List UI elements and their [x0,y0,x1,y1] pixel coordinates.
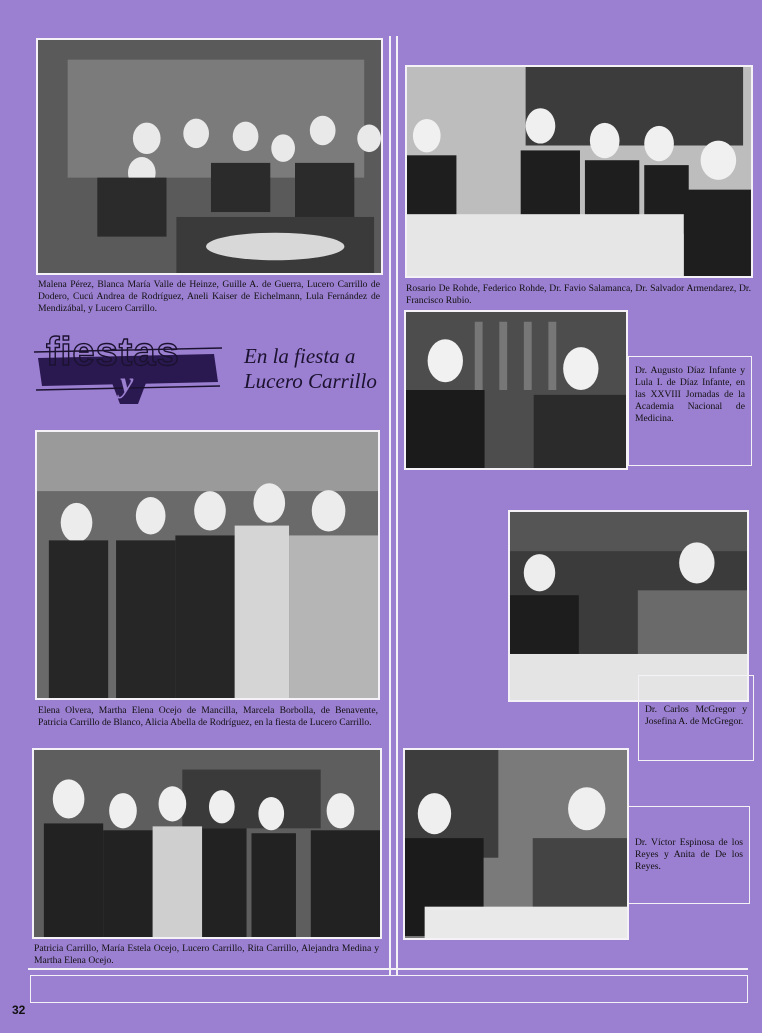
logo-letter-y: y [120,366,134,399]
page-number: 32 [12,1003,26,1017]
divider-vertical-left [389,36,391,976]
photo-standing-women-art [37,432,378,698]
fiestas-logo [34,328,224,406]
photo-carrillo-group-standing [32,748,382,939]
logo-word-fiestas: fiestas [46,330,180,374]
caption-photo-4: Elena Olvera, Martha Elena Ocejo de Mancilla, Marcela Borbolla, de Benavente, Patricia Carrillo de Blanco, Alicia Abella de Rodríguez, en la fiesta de Lucero Carrillo. [38,705,378,728]
caption-photo-2: Rosario De Rohde, Federico Rohde, Dr. Favio Salamanca, Dr. Salvador Armendarez, Dr. Francisco Rubio. [406,283,751,306]
photo-couple-de-los-reyes [403,748,629,940]
photo-couple-diaz-infante [404,310,628,470]
photo-couple-mcgregor-art [510,512,747,700]
caption-photo-1: Malena Pérez, Blanca María Valle de Heinze, Guille A. de Guerra, Lucero Carrillo de Dodero, Cucú Andrea de Rodríguez, Aneli Kaiser de Eichelmann, Lula Fernández de Mendizábal, y Lucero Carrillo. [38,279,380,314]
caption-box-photo-3 [628,356,752,466]
photo-standing-women [35,430,380,700]
photo-couple-de-los-reyes-art [405,750,627,938]
photo-carrillo-group-standing-art [34,750,380,937]
headline-line-2: Lucero Carrillo [244,369,377,393]
photo-group-seated-women-art [38,40,381,273]
headline-line-1: En la fiesta a [244,344,356,368]
bottom-frame [30,975,748,1003]
photo-couple-mcgregor [508,510,749,702]
caption-box-photo-5 [638,675,754,761]
photo-men-at-dinner-table [405,65,753,278]
divider-horizontal-bottom [28,968,748,970]
section-headline [244,344,394,394]
divider-vertical-right [396,36,398,976]
caption-photo-7: Dr. Víctor Espinosa de los Reyes y Anita de De los Reyes. [635,837,743,872]
photo-group-seated-women [36,38,383,275]
photo-couple-diaz-infante-art [406,312,626,468]
caption-box-photo-7 [628,806,750,904]
caption-photo-6: Patricia Carrillo, María Estela Ocejo, Lucero Carrillo, Rita Carrillo, Alejandra Medina y Martha Elena Ocejo. [34,943,379,966]
photo-men-at-dinner-table-art [407,67,751,276]
caption-photo-3: Dr. Augusto Díaz Infante y Lula I. de Díaz Infante, en las XXVIII Jornadas de la Academia Nacional de Medicina. [635,365,745,424]
caption-photo-5: Dr. Carlos McGregor y Josefina A. de McGregor. [645,704,747,727]
